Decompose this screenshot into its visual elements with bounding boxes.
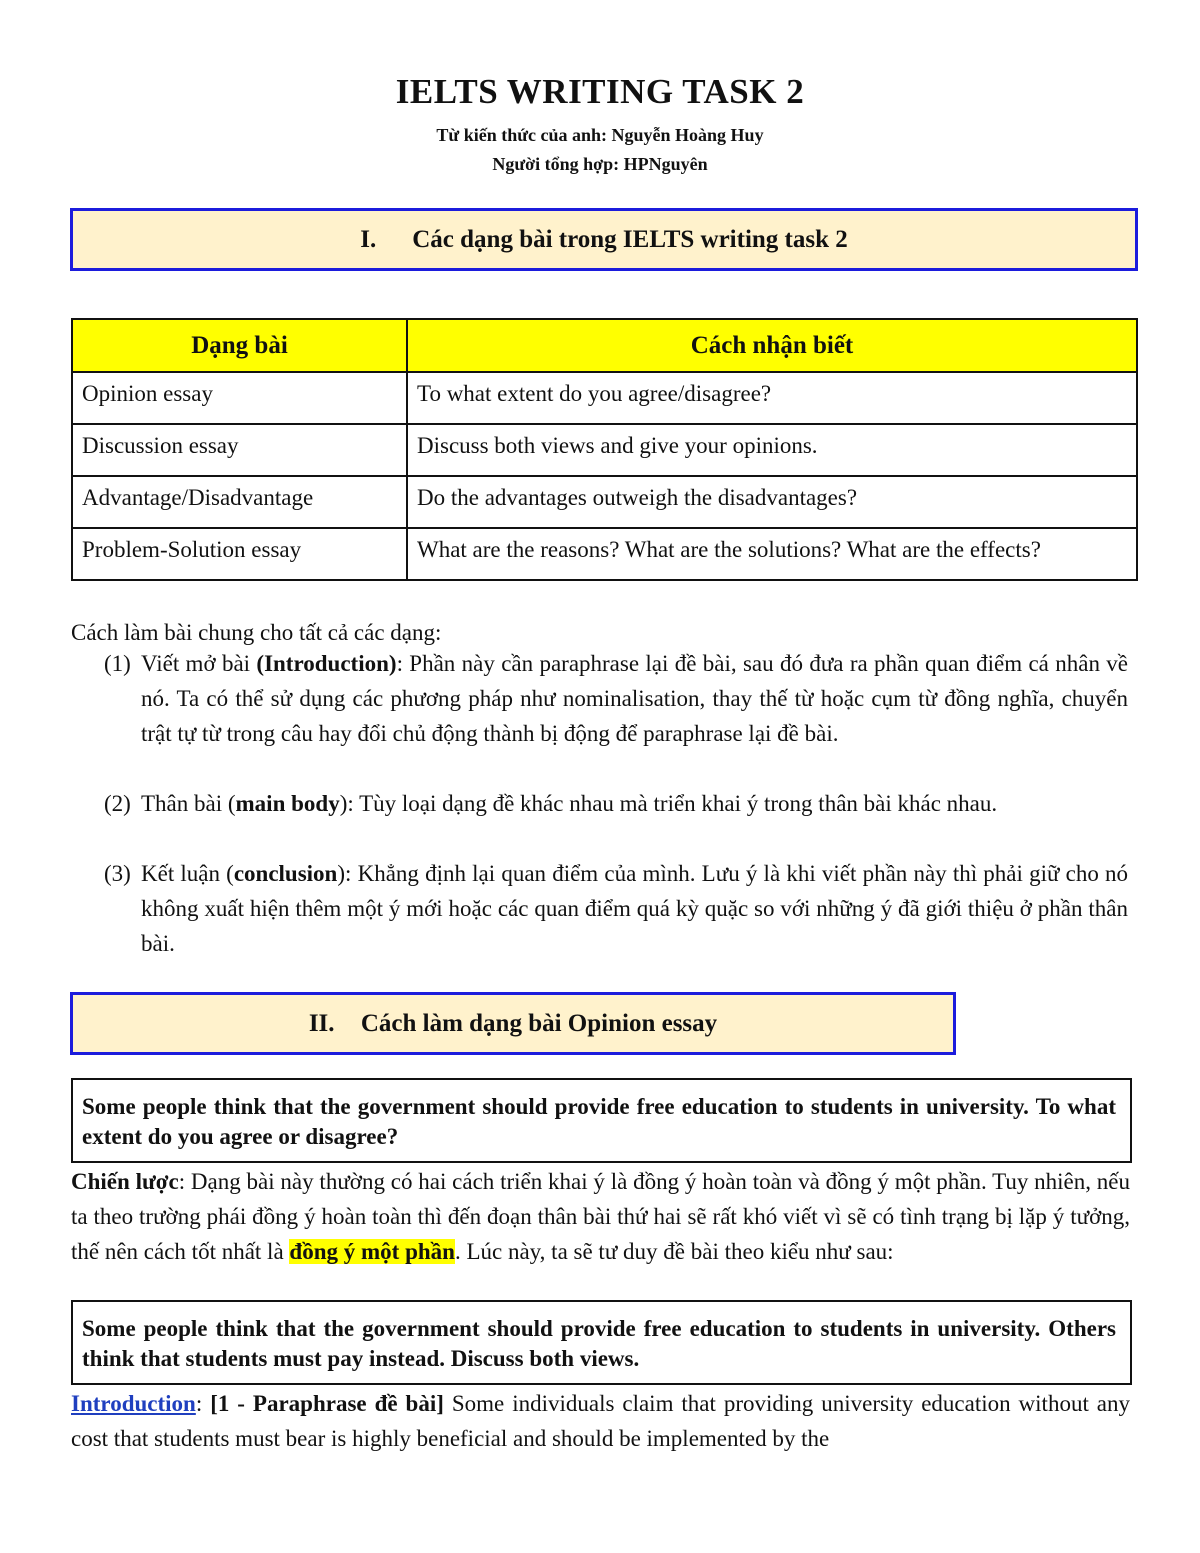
list-text: : Phần này cần paraphrase lại đề bài, sau đó đưa ra phần quan điểm cá nhân về nó. Ta có thể sử dụng các phương pháp như nominalisation, thay thế từ hoặc cụm từ đồng nghĩa, chuyển trật tự từ trong câu hay đổi chủ động thành bị động để paraphrase lại đề bài.	[141, 651, 1128, 746]
section-1-heading-box	[70, 208, 1138, 271]
list-text: Thân bài (	[141, 791, 236, 816]
reframed-question-box: Some people think that the government should provide free education to students in university. Others think that students must pay instead. Discuss both views.	[71, 1300, 1132, 1385]
general-method-intro: Cách làm bài chung cho tất cả các dạng:	[71, 620, 442, 645]
table-row	[72, 528, 1137, 580]
author-line: Từ kiến thức của anh: Nguyễn Hoàng Huy	[436, 125, 764, 145]
list-bold-term: main body	[235, 791, 340, 816]
page-title: IELTS WRITING TASK 2	[395, 72, 805, 111]
table-cell: Discuss both views and give your opinions.	[407, 424, 1137, 476]
table-cell: Opinion essay	[72, 372, 407, 424]
section-1-heading: Các dạng bài trong IELTS writing task 2	[412, 225, 848, 253]
table-header-row	[72, 319, 1137, 372]
list-text: ): Khẳng định lại quan điểm của mình. Lưu ý là khi viết phần này thì phải giữ cho nó không xuất hiện thêm một ý mới hoặc các quan điểm quá kỳ quặc so với những ý đã giới thiệu ở phần thân bài.	[141, 861, 1128, 956]
introduction-text: Some individuals claim that providing university education without any cost that students must bear is highly beneficial and should be implemented by the	[71, 1391, 1131, 1451]
section-2-heading: Cách làm dạng bài Opinion essay	[360, 1009, 718, 1037]
introduction-link[interactable]: Introduction	[71, 1391, 196, 1416]
table-header-type: Dạng bài	[72, 319, 407, 372]
table-cell: To what extent do you agree/disagree?	[407, 372, 1137, 424]
section-2-number: II.	[308, 1009, 335, 1037]
paraphrase-tag: [1 - Paraphrase đề bài]	[210, 1391, 444, 1416]
list-marker: (2)	[104, 791, 131, 816]
table-cell: Problem-Solution essay	[72, 528, 407, 580]
table-row	[72, 372, 1137, 424]
list-bold-term: conclusion	[233, 861, 338, 886]
strategy-text: : Dạng bài này thường có hai cách triển khai ý là đồng ý hoàn toàn và đồng ý một phần. Tuy nhiên, nếu ta theo trường phái đồng ý hoàn toàn thì đến đoạn thân bài thứ hai sẽ rất khó viết vì sẽ có tình trạng bị lặp ý tưởng, thế nên cách tốt nhất là	[71, 1169, 1130, 1264]
list-bold-term: (Introduction)	[256, 651, 397, 676]
table-header-recognition: Cách nhận biết	[407, 319, 1137, 372]
compiler-line: Người tổng hợp: HPNguyên	[492, 154, 708, 174]
list-marker: (3)	[104, 861, 131, 886]
essay-types-table	[71, 318, 1138, 581]
list-text: Viết mở bài	[141, 651, 257, 676]
table-row	[72, 476, 1137, 528]
section-1-number: I.	[360, 225, 377, 253]
table-cell: What are the reasons? What are the solutions? What are the effects?	[407, 528, 1137, 580]
strategy-label: Chiến lược	[71, 1169, 179, 1194]
strategy-paragraph	[71, 1164, 1130, 1269]
introduction-paragraph	[71, 1386, 1130, 1456]
introduction-colon: :	[195, 1391, 211, 1416]
table-cell: Discussion essay	[72, 424, 407, 476]
question-box: Some people think that the government should provide free education to students in university. To what extent do you agree or disagree?	[71, 1078, 1132, 1163]
list-item	[104, 786, 1128, 821]
table-row	[72, 424, 1137, 476]
list-item	[104, 646, 1128, 751]
table-cell: Advantage/Disadvantage	[72, 476, 407, 528]
list-marker: (1)	[104, 651, 131, 676]
table-cell: Do the advantages outweigh the disadvantages?	[407, 476, 1137, 528]
list-item	[104, 856, 1128, 961]
list-text: ): Tùy loại dạng đề khác nhau mà triển khai ý trong thân bài khác nhau.	[339, 791, 998, 816]
list-text: Kết luận (	[141, 861, 234, 886]
strategy-text: . Lúc này, ta sẽ tư duy đề bài theo kiểu như sau:	[454, 1239, 894, 1264]
section-2-heading-box	[70, 992, 956, 1055]
highlighted-phrase: đồng ý một phần	[289, 1239, 455, 1264]
